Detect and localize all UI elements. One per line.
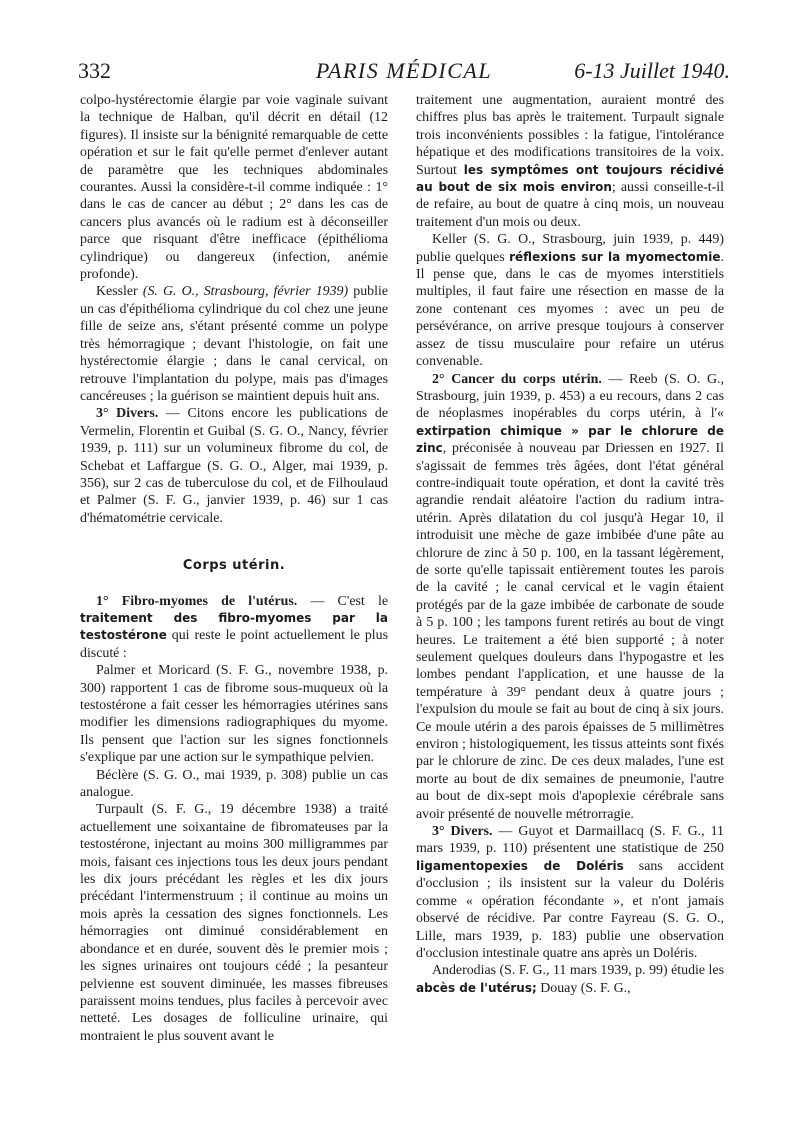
emphasis: réflexions sur la myomectomie xyxy=(509,249,721,264)
page-number: 332 xyxy=(78,58,111,83)
paragraph-text: — C'est le xyxy=(297,593,388,609)
paragraph-text: publie un cas d'épithélioma cylindrique du col chez une jeune fille de seize ans, s'étant présenté comme un polype très hémorragique ; devant l'histologie, on fait une hystérectomie élargie ; dans le canal cervical, on retrouve l'implantation du polype, mais pas d'images cancéreuses ; la guérison se maintient depuis huit ans. xyxy=(80,284,388,404)
emphasis: ligamentopexies de Doléris xyxy=(416,858,624,873)
subsection-heading: 2° Cancer du corps utérin. xyxy=(432,371,602,387)
paragraph xyxy=(80,593,388,663)
paragraph xyxy=(416,823,724,962)
emphasis: traitement des fibro-myomes par la testostérone xyxy=(80,610,388,643)
right-column xyxy=(416,92,724,997)
subsection-heading: 3° Divers. xyxy=(96,406,159,422)
paragraph-text: Anderodias (S. F. G., 11 mars 1939, p. 99) étudie les xyxy=(432,963,724,979)
subsection-heading: 3° Divers. xyxy=(432,824,493,840)
paragraph-text: traitement une augmentation, auraient montré des chiffres plus bas après le traitement. Turpault signale trois inconvénients possibles : la fatigue, l'intolérance hépatique et des modifications transitoires de la voix. Surtout xyxy=(416,93,724,178)
paragraph xyxy=(416,92,724,231)
running-header xyxy=(78,58,730,88)
paragraph-text: Keller (S. G. O., Strasbourg, juin 1939, p. 449) publie quelques xyxy=(416,232,724,265)
paragraph xyxy=(80,405,388,527)
reference: (S. G. O., Strasbourg, février 1939) xyxy=(142,284,349,300)
paragraph xyxy=(80,283,388,405)
paragraph-text: — Reeb (S. O. G., Strasbourg, juin 1939, p. 453) a eu recours, dans 2 cas de néoplasmes inopérables du corps utérin, à l'« xyxy=(416,371,724,422)
section-title: Corps utérin. xyxy=(182,558,286,574)
paragraph-text: sans accident d'occlusion ; ils insistent sur la valeur du Doléris comme « opération fécondante », et n'ont jamais observé de récidive. Par contre Fayreau (S. G. O., Lille, mars 1939, p. 183) publie une observation d'occlusion intestinale quatre ans après un Doléris. xyxy=(416,858,724,961)
paragraph: colpo-hystérectomie élargie par voie vaginale suivant la technique de Halban, qu'il décrit en détail (12 figures). Il insiste sur la bénignité remarquable de cette opération et sur le fait qu'elle permet d'enlever autant de paramètre que les techniques abdominales courantes. Aussi la considère-t-il comme indiquée : 1° dans le cas de cancer au début ; 2° dans les cas de cancers plus avancés où le radium est à déconseiller parce que risquant d'être inefficace (épithélioma cylindrique) ou dangereux (infection, anémie profonde). xyxy=(80,93,388,283)
paragraph: Turpault (S. F. G., 19 décembre 1938) a traité actuellement une soixantaine de fibromateuses par la testostérone, injectant au moins 300 milligrammes par mois, faisant ces injections tous les deux jours pendant les dix jours précédant les règles et les dix jours précédant l'intermenstruum ; il continue au moins un mois après la cessation des signes fonctionnels. Les hémorragies ont diminué considérablement en abondance et en durée, souvent dès le premier mois ; les signes urinaires ont toujours cédé ; la pesanteur pelvienne est souvent diminuée, les masses fibreuses paraissent moins tendues, plus faciles à percevoir avec netteté. Les dosages de folliculine urinaire, qui montraient le plus souvent avant le xyxy=(80,802,388,1044)
paragraph-text: ; aussi conseille-t-il de refaire, au bout de quatre à cinq mois, un nouveau traitement d'un mois ou deux. xyxy=(416,180,724,230)
journal-title: PARIS MÉDICAL xyxy=(315,58,493,83)
emphasis: abcès de l'utérus; xyxy=(416,980,537,995)
paragraph xyxy=(416,962,724,997)
issue-date: 6-13 Juillet 1940. xyxy=(574,58,730,83)
left-column xyxy=(80,92,388,1045)
paragraph-text: , préconisée à nouveau par Driessen en 1927. Il s'agissait de femmes très âgées, dont l'état général contre-indiquait toute opération, et dont la cavité très agrandie rendait aléatoire l'action du radium intra-utérin. Après dilatation du col jusqu'à Hegar 10, il introduisit une mèche de gaze imbibée d'une pâte au chlorure de zinc à 50 p. 100, en la tassant légèrement, de sorte qu'elle tapissait entièrement toutes les parois de la cavité ; le canal cervical et le vagin étaient protégés par de la gaze imbibée de carbonate de soude à 5 p. 100 ; les tampons furent retirés au bout de vingt heures. Le traitement a été bien supporté ; à noter seulement quelques douleurs dans l'hypogastre et les lombes pendant l'application, et une hausse de la température à 39° pendant deux à quatre jours ; l'expulsion du moule se fait au bout de cinq à six jours. Ce moule utérin a des parois épaisses de 5 millimètres environ ; histologiquement, les tissus atteints sont fixés par le chlorure de zinc. De ces deux malades, l'une est morte au bout de dix semaines de pneumonie, l'autre au bout de dix-sept mois d'apoplexie cérébrale sans avoir présenté de nouvelle métrorragie. xyxy=(416,441,724,822)
paragraph xyxy=(416,371,724,824)
paragraph: Béclère (S. G. O., mai 1939, p. 308) publie un cas analogue. xyxy=(80,767,388,801)
paragraph-text: Douay (S. F. G., xyxy=(536,980,631,996)
author-name: Kessler xyxy=(96,284,138,300)
emphasis: les symptômes ont toujours récidivé au bout de six mois environ xyxy=(416,162,724,195)
paragraph-text: . Il pense que, dans le cas de myomes interstitiels multiples, il faut faire une résection en masse de la zone contenant ces myomes : avec un peu de persévérance, on arrive presque toujours à conserver assez de tissu musculaire pour refaire un utérus convenable. xyxy=(416,249,724,370)
paragraph xyxy=(416,231,724,370)
paragraph-text: — Guyot et Darmaillacq (S. F. G., 11 mars 1939, p. 110) présentent une statistique de 250 xyxy=(416,824,724,857)
emphasis: extirpation chimique » par le chlorure de zinc xyxy=(416,423,724,456)
paragraph: Palmer et Moricard (S. F. G., novembre 1938, p. 300) rapportent 1 cas de fibrome sous-muqueux où la testostérone a fait cesser les hémorragies utérines sans modifier les dimensions radiographiques du myome. Ils pensent que l'action sur les signes fonctionnels s'explique par une action sur le sympathique pelvien. xyxy=(80,663,388,766)
paragraph-text: — Citons encore les publications de Vermelin, Florentin et Guibal (S. G. O., Nancy, février 1939, p. 111) sur un volumineux fibrome du col, de Schebat et Laffargue (S. G. O., Alger, mai 1939, p. 356), sur 2 cas de tuberculose du col, et de Filhoulaud et Palmer (S. F. G., janvier 1939, p. 46) sur 1 cas d'hématométrie cervicale. xyxy=(80,406,388,526)
subsection-heading: 1° Fibro-myomes de l'utérus. xyxy=(96,593,298,609)
paragraph-text: qui reste le point actuellement le plus discuté : xyxy=(80,628,388,661)
